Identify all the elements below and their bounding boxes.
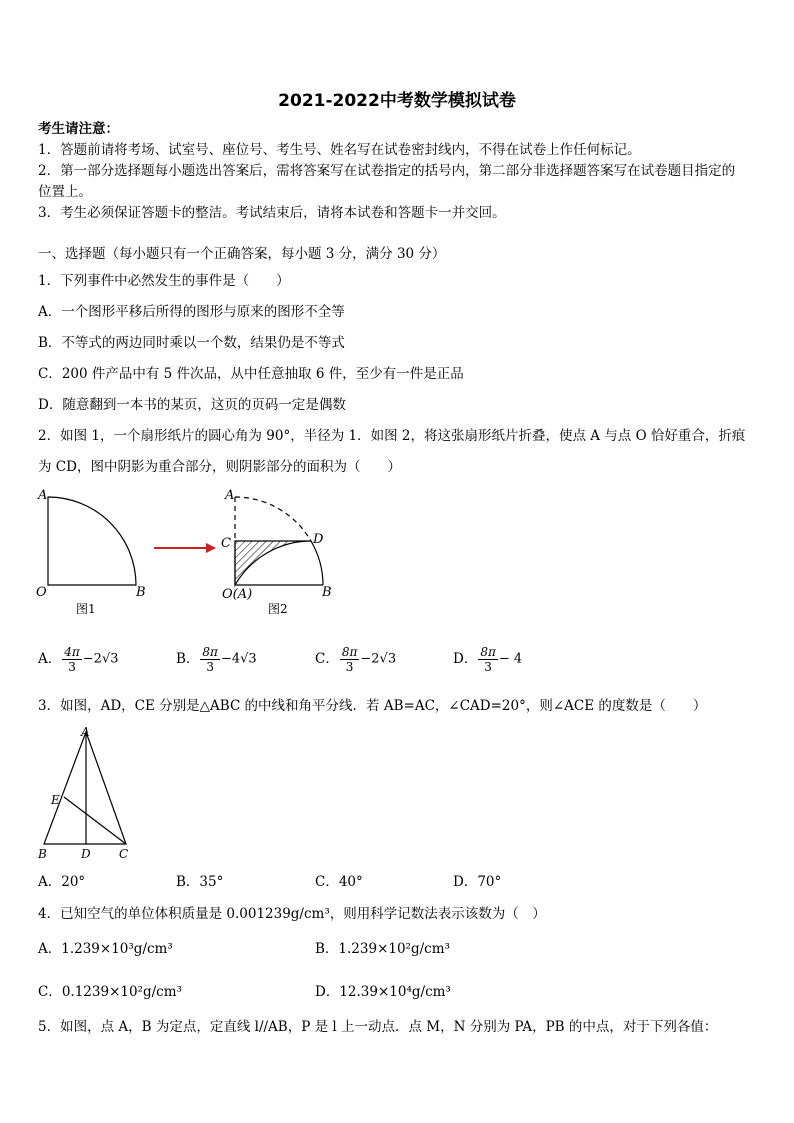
- q4-stem: 4．已知空气的单位体积质量是 0.001239g/cm³，则用科学记数法表示该数为（ ）: [38, 906, 546, 922]
- q5-stem: 5．如图，点 A，B 为定点，定直线 l//AB，P 是 l 上一动点．点 M，N 分别为 PA，PB 的中点，对于下列各值：: [38, 1019, 718, 1035]
- q1-option-a: A．一个图形平移后所得的图形与原来的图形不全等: [38, 304, 345, 320]
- fig2-label-b: B: [322, 585, 332, 600]
- fig1-label-b: B: [136, 585, 146, 600]
- notice-item-2: 2．第一部分选择题每小题选出答案后，需将答案写在试卷指定的括号内，第二部分非选择题答案写在试卷题目指定的: [38, 163, 736, 179]
- q2-option-b: B． $\frac{8\pi}{3}$ −4√3: [176, 645, 257, 674]
- q3-option-d: D．70°: [453, 874, 502, 890]
- q2-option-a: A． $\frac{4\pi}{3}$ −2√3: [38, 645, 119, 674]
- q4-option-b: B．1.239×10²g/cm³: [315, 941, 450, 957]
- q3-label-e: E: [51, 793, 60, 807]
- q2-stem-line2: 为 CD，图中阴影为重合部分，则阴影部分的面积为（ ）: [38, 459, 401, 475]
- q4-option-c: C．0.1239×10²g/cm³: [38, 984, 182, 1000]
- fig2-label-d: D: [313, 532, 324, 547]
- q1-option-b: B．不等式的两边同时乘以一个数，结果仍是不等式: [38, 335, 345, 351]
- notice-item-3: 3．考生必须保证答题卡的整洁。考试结束后，请将本试卷和答题卡一并交回。: [38, 205, 506, 221]
- fig2-label-c: C: [221, 536, 231, 551]
- q1-stem: 1．下列事件中必然发生的事件是（ ）: [38, 273, 290, 289]
- q3-option-a: A．20°: [38, 874, 86, 890]
- notice-item-2-cont: 位置上。: [38, 184, 92, 200]
- q2-figure-2: [216, 485, 346, 620]
- q1-option-d: D．随意翻到一本书的某页，这页的页码一定是偶数: [38, 397, 346, 413]
- notice-item-1: 1．答题前请将考场、试室号、座位号、考生号、姓名写在试卷密封线内，不得在试卷上作任何标记。: [38, 142, 641, 158]
- fig2-label-o: O(A): [222, 587, 253, 602]
- fig2-caption: 图2: [268, 602, 288, 616]
- fig1-label-a: A: [38, 488, 48, 503]
- q2-option-d: D． $\frac{8\pi}{3}$ − 4: [453, 645, 523, 674]
- fold-arrow-icon: [150, 538, 220, 558]
- q3-stem: 3．如图，AD，CE 分别是△ABC 的中线和角平分线．若 AB=AC，∠CAD=20°，则∠ACE 的度数是（ ）: [38, 698, 707, 714]
- q2-stem-line1: 2．如图 1，一个扇形纸片的圆心角为 90°，半径为 1．如图 2，将这张扇形纸片折叠，使点 A 与点 O 恰好重合，折痕: [38, 428, 746, 444]
- q3-option-c: C．40°: [315, 874, 363, 890]
- q2-option-c: C． $\frac{8\pi}{3}$ −2√3: [315, 645, 397, 674]
- q3-label-d: D: [81, 847, 91, 861]
- q3-triangle-figure: [30, 722, 140, 862]
- q4-option-d: D．12.39×10⁴g/cm³: [315, 984, 451, 1000]
- q2-figure-1: [30, 485, 160, 620]
- q4-option-a: A．1.239×10³g/cm³: [38, 941, 173, 957]
- page-title: 2021-2022中考数学模拟试卷: [278, 91, 516, 111]
- q1-option-c: C．200 件产品中有 5 件次品，从中任意抽取 6 件，至少有一件是正品: [38, 366, 464, 382]
- q3-label-c: C: [119, 847, 129, 861]
- fig1-caption: 图1: [76, 602, 96, 616]
- fig2-label-a: A: [225, 488, 235, 503]
- q3-label-a: A: [81, 725, 90, 739]
- fig1-label-o: O: [36, 585, 47, 600]
- notice-heading: 考生请注意：: [38, 121, 119, 137]
- q3-label-b: B: [38, 847, 47, 861]
- q3-option-b: B．35°: [176, 874, 224, 890]
- section-heading: 一、选择题（每小题只有一个正确答案，每小题 3 分，满分 30 分）: [38, 246, 446, 262]
